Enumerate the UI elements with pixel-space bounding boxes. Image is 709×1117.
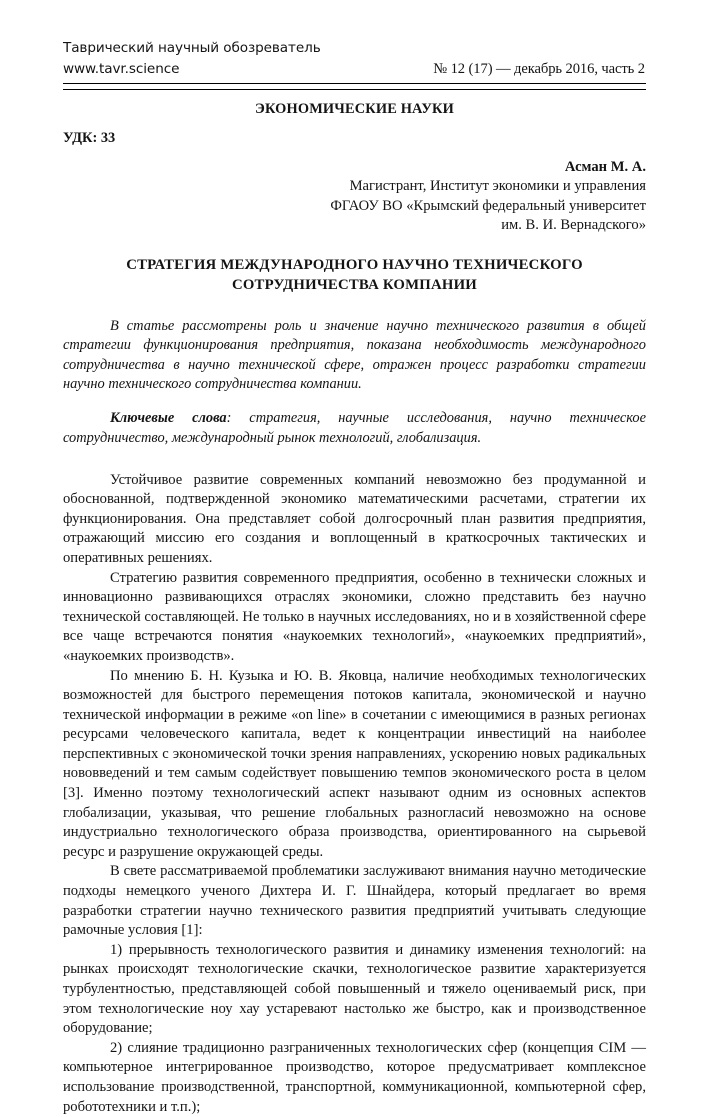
body-paragraph: В свете рассматриваемой проблематики заслуживают внимания научно методические подходы немецкого ученого Дихтера И. Г. Шнайдера, который предлагает во время разработки стратегии научно технического развития предприятий учитывать следующие рамочные условия [1]:	[63, 863, 646, 939]
author-block	[63, 158, 646, 236]
keywords-text: : стратегия, научные исследования, научно техническое сотрудничество, международный рынок технологий, глобализация.	[63, 410, 646, 446]
article-body	[63, 471, 646, 1117]
body-paragraph: Устойчивое развитие современных компаний невозможно без продуманной и обоснованной, подтвержденной экономико математическими расчетами, стратегии их функционирования. Она представляет собой долгосрочный план развития предприятия, отражающий миссию его создания и воплощенный в краткосрочных тактических и оперативных решениях.	[63, 471, 646, 566]
header-double-rule	[63, 83, 646, 90]
document-page	[63, 0, 646, 1115]
udc-code: УДК: 33	[63, 130, 116, 146]
list-item: 1) прерывность технологического развития и динамику изменения технологий: на рынках происходят технологические скачки, технологическое развитие характеризуется турбулентностью, представляющей собой повышенный и тяжело оцениваемый риск, при этом технологические ноу хау устаревают настолько же быстро, как и производственное оборудование;	[63, 941, 646, 1037]
journal-title: Таврический научный обозреватель	[63, 40, 321, 56]
running-head	[63, 0, 646, 80]
journal-website: www.tavr.science	[63, 61, 180, 77]
body-paragraph: Стратегию развития современного предприятия, особенно в технически сложных и инновационно развивающихся отраслях экономики, сложно представить без научно технической составляющей. Не только в научных исследованиях, но и в хозяйственной сфере все чаще встречаются понятия «наукоемких технологий», «наукоемких предприятий», «наукоемких производств».	[63, 569, 646, 664]
section-heading: ЭКОНОМИЧЕСКИЕ НАУКИ	[255, 101, 454, 117]
article-title-line-2: СОТРУДНИЧЕСТВА КОМПАНИИ	[231, 276, 478, 293]
keywords-label: Ключевые слова	[110, 410, 227, 427]
body-paragraph: По мнению Б. Н. Кузыка и Ю. В. Яковца, наличие необходимых технологических возможностей для быстрого перемещения потоков капитала, экономической и научно технической информации в режиме «on line» в сочетании с имеющимися в разных регионах ресурсами человеческого капитала, ведет к концентрации инвестиций на наиболее перспективных с экономической точки зрения направлениях, ускорению новых радикальных нововведений и тем самым содействует повышению темпов экономического роста в целом [3]. Именно поэтому технологический аспект называют одним из основных аспектов глобализации, указывая, что решение глобальных разногласий невозможно на основе индустриально технологического образа производства, ориентированного на сырьевой ресурс и разрушение окружающей среды.	[63, 667, 646, 860]
author-affiliation-line-1: Магистрант, Институт экономики и управления	[349, 178, 646, 195]
author-affiliation-line-2: ФГАОУ ВО «Крымский федеральный университет	[330, 197, 646, 214]
list-item: 2) слияние традиционно разграниченных технологических сфер (концепция CIM — компьютерное интегрированное производство, которое предусматривает комплексное использование производственной, транспортной, коммуникационной, компьютерной сфер, робототехники и т.п.);	[63, 1039, 646, 1115]
author-name: Асман М. А.	[564, 159, 646, 175]
author-affiliation-line-3: им. В. И. Вернадского»	[501, 217, 646, 234]
abstract-text: В статье рассмотрены роль и значение научно технического развития в общей стратегии функционирования предприятия, показана необходимость международного сотрудничества в научно технической сфере, отражен процесс разработки стратегии научно технического сотрудничества компании.	[63, 317, 646, 393]
running-head-row	[63, 59, 646, 80]
page-title	[63, 255, 646, 295]
issue-info: № 12 (17) — декабрь 2016, часть 2	[433, 61, 645, 77]
keywords-line	[63, 409, 646, 448]
article-title-line-1: СТРАТЕГИЯ МЕЖДУНАРОДНОГО НАУЧНО ТЕХНИЧЕСКОГО	[126, 256, 583, 273]
